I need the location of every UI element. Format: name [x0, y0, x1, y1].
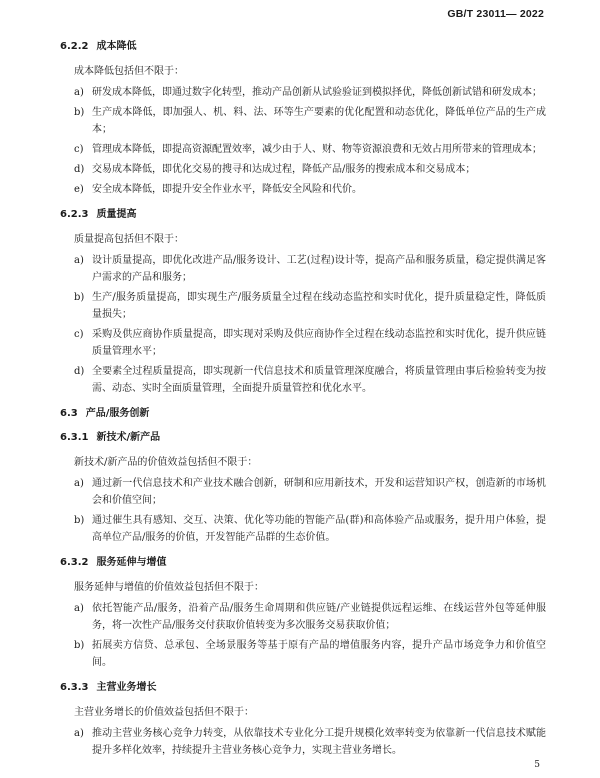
- list-item-text: 设计质量提高，即优化改进产品/服务设计、工艺(过程)设计等，提高产品和服务质量，稳定提供满足客户需求的产品和服务；: [92, 255, 546, 283]
- list-item: [60, 475, 546, 509]
- list-item-label: a): [74, 87, 84, 98]
- list-item-label: a): [74, 728, 84, 739]
- section-title: 主营业务增长: [96, 682, 157, 693]
- list-item-text: 安全成本降低，即提升安全作业水平，降低安全风险和代价。: [92, 184, 362, 195]
- list-item: [60, 289, 546, 323]
- section-heading: [60, 681, 546, 695]
- list-item-label: b): [74, 640, 85, 651]
- list-item: [60, 725, 546, 759]
- section-intro: 质量提高包括但不限于：: [74, 234, 184, 245]
- list-item: [60, 326, 546, 360]
- section-intro: 主营业务增长的价值效益包括但不限于：: [74, 707, 254, 718]
- list-item: [60, 363, 546, 397]
- section-intro: 服务延伸与增值的价值效益包括但不限于：: [74, 582, 264, 593]
- standard-number-header: GB/T 23011— 2022: [447, 8, 544, 20]
- section-title: 产品/服务创新: [85, 408, 150, 419]
- list-item-label: b): [74, 292, 85, 303]
- section-heading: [60, 208, 546, 222]
- list-item-text: 管理成本降低，即提高资源配置效率，减少由于人、财、物等资源浪费和无效占用所带来的管理成本；: [92, 144, 542, 155]
- list-item-text: 生产/服务质量提高，即实现生产/服务质量全过程在线动态监控和实时优化，提升质量稳定性，降低质量损失；: [92, 292, 546, 320]
- section-6-3-3: [60, 681, 546, 759]
- section-intro: 新技术/新产品的价值效益包括但不限于：: [74, 457, 258, 468]
- list-item-label: b): [74, 515, 85, 526]
- section-number: 6.3: [60, 408, 78, 419]
- list-item-label: a): [74, 255, 84, 266]
- list-item-label: d): [74, 164, 85, 175]
- list-item: [60, 637, 546, 671]
- list-item-label: c): [74, 329, 84, 340]
- section-title: 新技术/新产品: [96, 432, 161, 443]
- list-item-label: a): [74, 603, 84, 614]
- list-item-text: 拓展卖方信贷、总承包、全场景服务等基于原有产品的增值服务内容，提升产品市场竞争力和价值空间。: [92, 640, 546, 668]
- list-item: [60, 600, 546, 634]
- list-item-label: e): [74, 184, 84, 195]
- list-item-text: 通过催生具有感知、交互、决策、优化等功能的智能产品(群)和高体验产品或服务，提升用户体验，提高单位产品/服务的价值，开发智能产品群的生态价值。: [92, 515, 546, 543]
- list-item-text: 采购及供应商协作质量提高，即实现对采购及供应商协作全过程在线动态监控和实时优化，提升供应链质量管理水平；: [92, 329, 546, 357]
- list-item: [60, 84, 546, 101]
- list-item-label: a): [74, 478, 84, 489]
- section-number: 6.3.2: [60, 557, 89, 568]
- list-item-label: d): [74, 366, 85, 377]
- list-item: [60, 141, 546, 158]
- section-heading: [60, 40, 546, 54]
- list-item-text: 研发成本降低，即通过数字化转型，推动产品创新从试验验证到模拟择优，降低创新试错和研发成本；: [92, 87, 542, 98]
- list-item: [60, 181, 546, 198]
- list-item: [60, 104, 546, 138]
- section-6-3: [60, 407, 546, 421]
- page-number: 5: [534, 760, 540, 770]
- list-item: [60, 252, 546, 286]
- section-6-3-1: [60, 431, 546, 546]
- list-item-text: 通过新一代信息技术和产业技术融合创新，研制和应用新技术，开发和运营知识产权，创造新的市场机会和价值空间；: [92, 478, 546, 506]
- section-number: 6.3.1: [60, 432, 89, 443]
- section-6-3-2: [60, 556, 546, 671]
- list-item-label: b): [74, 107, 85, 118]
- list-item-text: 交易成本降低，即优化交易的搜寻和达成过程，降低产品/服务的搜索成本和交易成本；: [92, 164, 476, 175]
- list-item-text: 生产成本降低，即加强人、机、料、法、环等生产要素的优化配置和动态优化，降低单位产品的生产成本；: [92, 107, 546, 135]
- list-item: [60, 512, 546, 546]
- section-intro: 成本降低包括但不限于：: [74, 66, 184, 77]
- section-title: 成本降低: [96, 41, 137, 52]
- section-title: 质量提高: [96, 209, 137, 220]
- section-number: 6.2.3: [60, 209, 89, 220]
- list-item-label: c): [74, 144, 84, 155]
- section-number: 6.2.2: [60, 41, 89, 52]
- section-heading: [60, 407, 546, 421]
- list-item: [60, 161, 546, 178]
- section-heading: [60, 556, 546, 570]
- section-heading: [60, 431, 546, 445]
- list-item-text: 依托智能产品/服务，沿着产品/服务生命周期和供应链/产业链提供远程运维、在线运营外包等延伸服务，将一次性产品/服务交付获取价值转变为多次服务交易获取价值；: [92, 603, 546, 631]
- list-item-text: 推动主营业务核心竞争力转变，从依靠技术专业化分工提升规模化效率转变为依靠新一代信息技术赋能提升多样化效率，持续提升主营业务核心竞争力，实现主营业务增长。: [92, 728, 546, 756]
- document-body: [60, 40, 546, 769]
- section-6-2-3: [60, 208, 546, 397]
- section-number: 6.3.3: [60, 682, 89, 693]
- list-item-text: 全要素全过程质量提高，即实现新一代信息技术和质量管理深度融合，将质量管理由事后检验转变为按需、动态、实时全面质量管理，全面提升质量管控和优化水平。: [92, 366, 546, 394]
- section-6-2-2: [60, 40, 546, 198]
- section-title: 服务延伸与增值: [96, 557, 167, 568]
